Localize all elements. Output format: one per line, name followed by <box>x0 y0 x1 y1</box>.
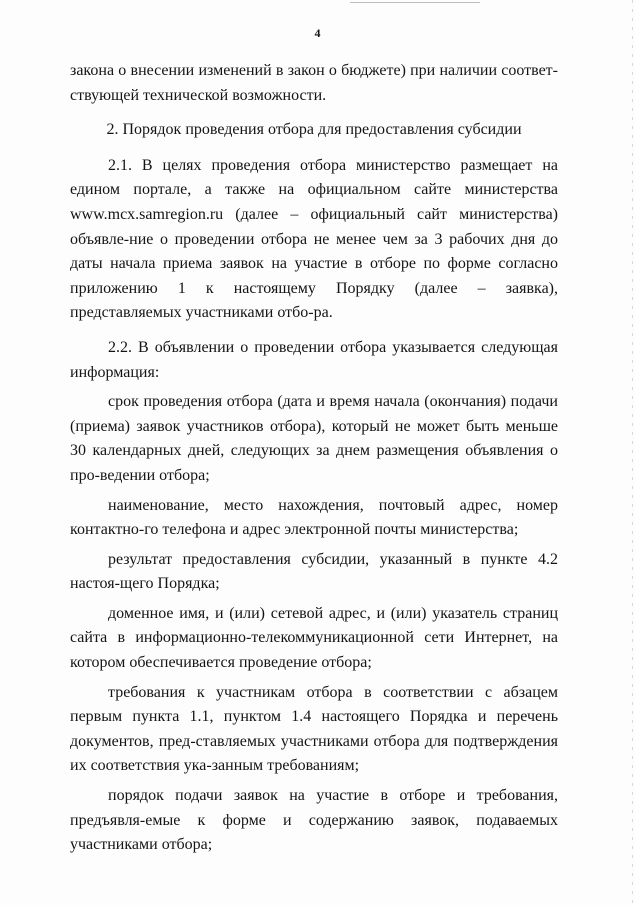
paragraph-2-2: 2.2. В объявлении о проведении отбора указывается следующая информация: <box>70 338 558 381</box>
section-heading: 2. Порядок проведения отбора для предоставления субсидии <box>106 121 522 139</box>
scan-artifact-right-edge <box>632 0 633 905</box>
paragraph-2-1: 2.1. В целях проведения отбора министерство размещает на едином портале, а также на официальном сайте министерства www.mcx.samregion.ru (далее – официальный сайт министерства) объявле-ние о проведении отбора не менее чем за 3 рабочих дня до даты начала приема заявок на участие в отборе по форме согласно приложению 1 к настоящему Порядку (далее – заявка), представляемых участниками отбо-ра. <box>70 156 558 322</box>
list-item-result: результат предоставления субсидии, указанный в пункте 4.2 настоя-щего Порядка; <box>70 550 558 593</box>
list-item-requirements: требования к участникам отбора в соответствии с абзацем первым пункта 1.1, пунктом 1.4 настоящего Порядка и перечень документов, пред-ставляемых участниками отбора для подтверждения их соответствия ука-занным требованиям; <box>70 683 558 775</box>
list-item-domain: доменное имя, и (или) сетевой адрес, и (или) указатель страниц сайта в информационно-телекоммуникационной сети Интернет, на котором обеспечивается проведение отбора; <box>70 604 558 672</box>
list-item-deadline: срок проведения отбора (дата и время начала (окончания) подачи (приема) заявок участников отбора), который не может быть меньше 30 календарных дней, следующих за днем размещения объявления о про-ведении отбора; <box>70 393 558 484</box>
paragraph-continuation: закона о внесении изменений в закон о бюджете) при наличии соответ-ствующей технической возможности. <box>70 62 558 104</box>
list-item-submission-order: порядок подачи заявок на участие в отборе и требования, предъявля-емые к форме и содержанию заявок, подаваемых участниками отбора; <box>70 787 558 854</box>
page-number: 4 <box>314 26 321 40</box>
scan-artifact-top-line <box>350 2 480 3</box>
list-item-contacts: наименование, место нахождения, почтовый адрес, номер контактно-го телефона и адрес электронной почты министерства; <box>70 496 558 539</box>
document-body <box>70 59 558 858</box>
